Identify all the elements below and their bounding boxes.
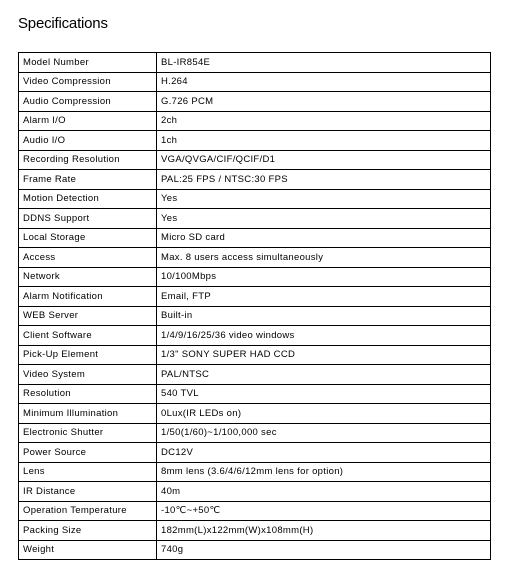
spec-value: Built-in: [157, 306, 491, 326]
table-row: [19, 540, 491, 560]
table-row: [19, 72, 491, 92]
spec-label: Lens: [19, 462, 157, 482]
spec-label: Recording Resolution: [19, 150, 157, 170]
spec-label: Packing Size: [19, 521, 157, 541]
table-row: [19, 482, 491, 502]
spec-label: Access: [19, 248, 157, 268]
table-row: [19, 209, 491, 229]
spec-label: IR Distance: [19, 482, 157, 502]
spec-label: Model Number: [19, 53, 157, 73]
table-row: [19, 267, 491, 287]
spec-label: Local Storage: [19, 228, 157, 248]
spec-value: VGA/QVGA/CIF/QCIF/D1: [157, 150, 491, 170]
spec-label: Minimum Illumination: [19, 404, 157, 424]
table-row: [19, 287, 491, 307]
spec-value: 540 TVL: [157, 384, 491, 404]
page-title: Specifications: [18, 15, 108, 32]
spec-value: 1/50(1/60)~1/100,000 sec: [157, 423, 491, 443]
table-row: [19, 423, 491, 443]
spec-label: Alarm Notification: [19, 287, 157, 307]
spec-label: Weight: [19, 540, 157, 560]
spec-value: 2ch: [157, 111, 491, 131]
spec-value: 182mm(L)x122mm(W)x108mm(H): [157, 521, 491, 541]
table-row: [19, 111, 491, 131]
spec-label: Pick-Up Element: [19, 345, 157, 365]
spec-label: Alarm I/O: [19, 111, 157, 131]
spec-label: Audio I/O: [19, 131, 157, 151]
spec-value: DC12V: [157, 443, 491, 463]
spec-value: G.726 PCM: [157, 92, 491, 112]
table-row: [19, 462, 491, 482]
spec-value: H.264: [157, 72, 491, 92]
table-row: [19, 443, 491, 463]
spec-value: BL-IR854E: [157, 53, 491, 73]
specifications-table: [18, 52, 491, 560]
spec-value: 0Lux(IR LEDs on): [157, 404, 491, 424]
table-row: [19, 404, 491, 424]
spec-value: 1/4/9/16/25/36 video windows: [157, 326, 491, 346]
spec-label: Frame Rate: [19, 170, 157, 190]
spec-value: Yes: [157, 209, 491, 229]
table-row: [19, 384, 491, 404]
spec-label: Audio Compression: [19, 92, 157, 112]
spec-value: PAL/NTSC: [157, 365, 491, 385]
spec-value: Max. 8 users access simultaneously: [157, 248, 491, 268]
spec-label: Resolution: [19, 384, 157, 404]
spec-value: Email, FTP: [157, 287, 491, 307]
table-row: [19, 170, 491, 190]
spec-value: 10/100Mbps: [157, 267, 491, 287]
spec-value: -10℃~+50℃: [157, 501, 491, 521]
spec-label: Motion Detection: [19, 189, 157, 209]
spec-value: Yes: [157, 189, 491, 209]
table-row: [19, 92, 491, 112]
spec-value: Micro SD card: [157, 228, 491, 248]
spec-value: PAL:25 FPS / NTSC:30 FPS: [157, 170, 491, 190]
table-row: [19, 131, 491, 151]
specifications-table-body: [19, 53, 491, 560]
table-row: [19, 521, 491, 541]
table-row: [19, 248, 491, 268]
spec-label: Power Source: [19, 443, 157, 463]
table-row: [19, 306, 491, 326]
spec-label: WEB Server: [19, 306, 157, 326]
spec-value: 740g: [157, 540, 491, 560]
spec-label: Client Software: [19, 326, 157, 346]
table-row: [19, 326, 491, 346]
table-row: [19, 365, 491, 385]
spec-value: 1/3" SONY SUPER HAD CCD: [157, 345, 491, 365]
spec-label: Network: [19, 267, 157, 287]
spec-value: 1ch: [157, 131, 491, 151]
table-row: [19, 345, 491, 365]
table-row: [19, 150, 491, 170]
table-row: [19, 501, 491, 521]
table-row: [19, 189, 491, 209]
spec-label: Electronic Shutter: [19, 423, 157, 443]
spec-label: Video System: [19, 365, 157, 385]
table-row: [19, 53, 491, 73]
spec-label: Operation Temperature: [19, 501, 157, 521]
spec-label: DDNS Support: [19, 209, 157, 229]
spec-value: 40m: [157, 482, 491, 502]
spec-label: Video Compression: [19, 72, 157, 92]
table-row: [19, 228, 491, 248]
spec-value: 8mm lens (3.6/4/6/12mm lens for option): [157, 462, 491, 482]
